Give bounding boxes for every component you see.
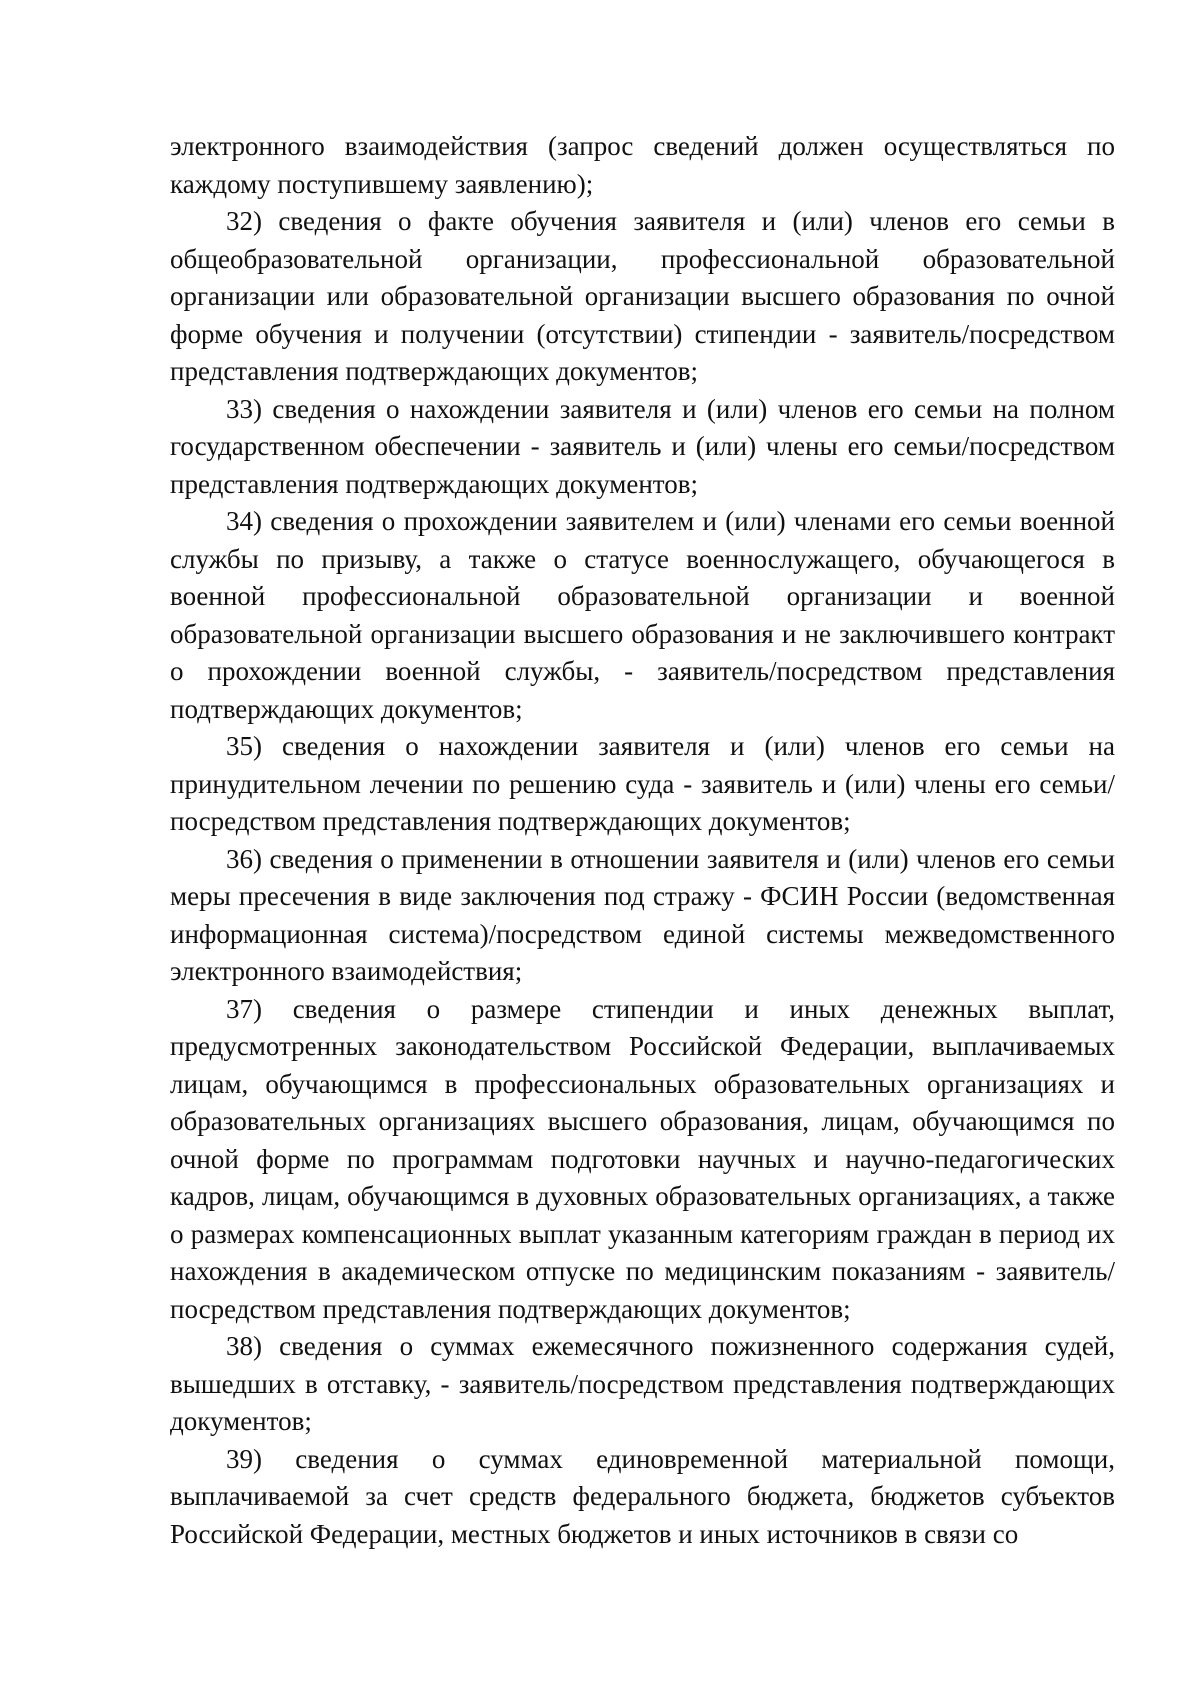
document-page	[170, 128, 1115, 1553]
continuation-paragraph: электронного взаимодействия (запрос сведений должен осуществляться по каждому поступившему заявлению);	[170, 131, 1115, 199]
list-item-38: 38) сведения о суммах ежемесячного пожизненного содержания судей, вышедших в отставку, - заявитель/посредством представления подтверждающих документов;	[170, 1331, 1115, 1436]
list-item-34: 34) сведения о прохождении заявителем и (или) членами его семьи военной службы по призыву, а также о статусе военнослужащего, обучающегося в военной профессиональной образовательной организации и военной образовательной организации высшего образования и не заключившего контракт о прохождении военной службы, - заявитель/посредством представления подтверждающих документов;	[170, 506, 1115, 724]
list-item-32: 32) сведения о факте обучения заявителя и (или) членов его семьи в общеобразовательной организации, профессиональной образовательной организации или образовательной организации высшего образования по очной форме обучения и получении (отсутствии) стипендии - заявитель/посредством представления подтверждающих документов;	[170, 206, 1115, 386]
list-item-39: 39) сведения о суммах единовременной материальной помощи, выплачиваемой за счет средств федерального бюджета, бюджетов субъектов Российской Федерации, местных бюджетов и иных источников в связи со	[170, 1443, 1115, 1549]
list-item-37: 37) сведения о размере стипендии и иных денежных выплат, предусмотренных законодательством Российской Федерации, выплачиваемых лицам, обучающимся в профессиональных образовательных организациях и образовательных организациях высшего образования, лицам, обучающимся по очной форме по программам подготовки научных и научно-педагогических кадров, лицам, обучающимся в духовных образовательных организациях, а также о размерах компенсационных выплат указанным категориям граждан в период их нахождения в академическом отпуске по медицинским показаниям - заявитель/посредством представления подтверждающих документов;	[170, 993, 1115, 1324]
list-item-35: 35) сведения о нахождении заявителя и (или) членов его семьи на принудительном лечении по решению суда - заявитель и (или) члены его семьи/посредством представления подтверждающих документов;	[170, 731, 1115, 836]
list-item-36: 36) сведения о применении в отношении заявителя и (или) членов его семьи меры пресечения в виде заключения под стражу - ФСИН России (ведомственная информационная система)/посредством единой системы межведомственного электронного взаимодействия;	[170, 843, 1115, 986]
list-item-33: 33) сведения о нахождении заявителя и (или) членов его семьи на полном государственном обеспечении - заявитель и (или) члены его семьи/посредством представления подтверждающих документов;	[170, 393, 1115, 499]
